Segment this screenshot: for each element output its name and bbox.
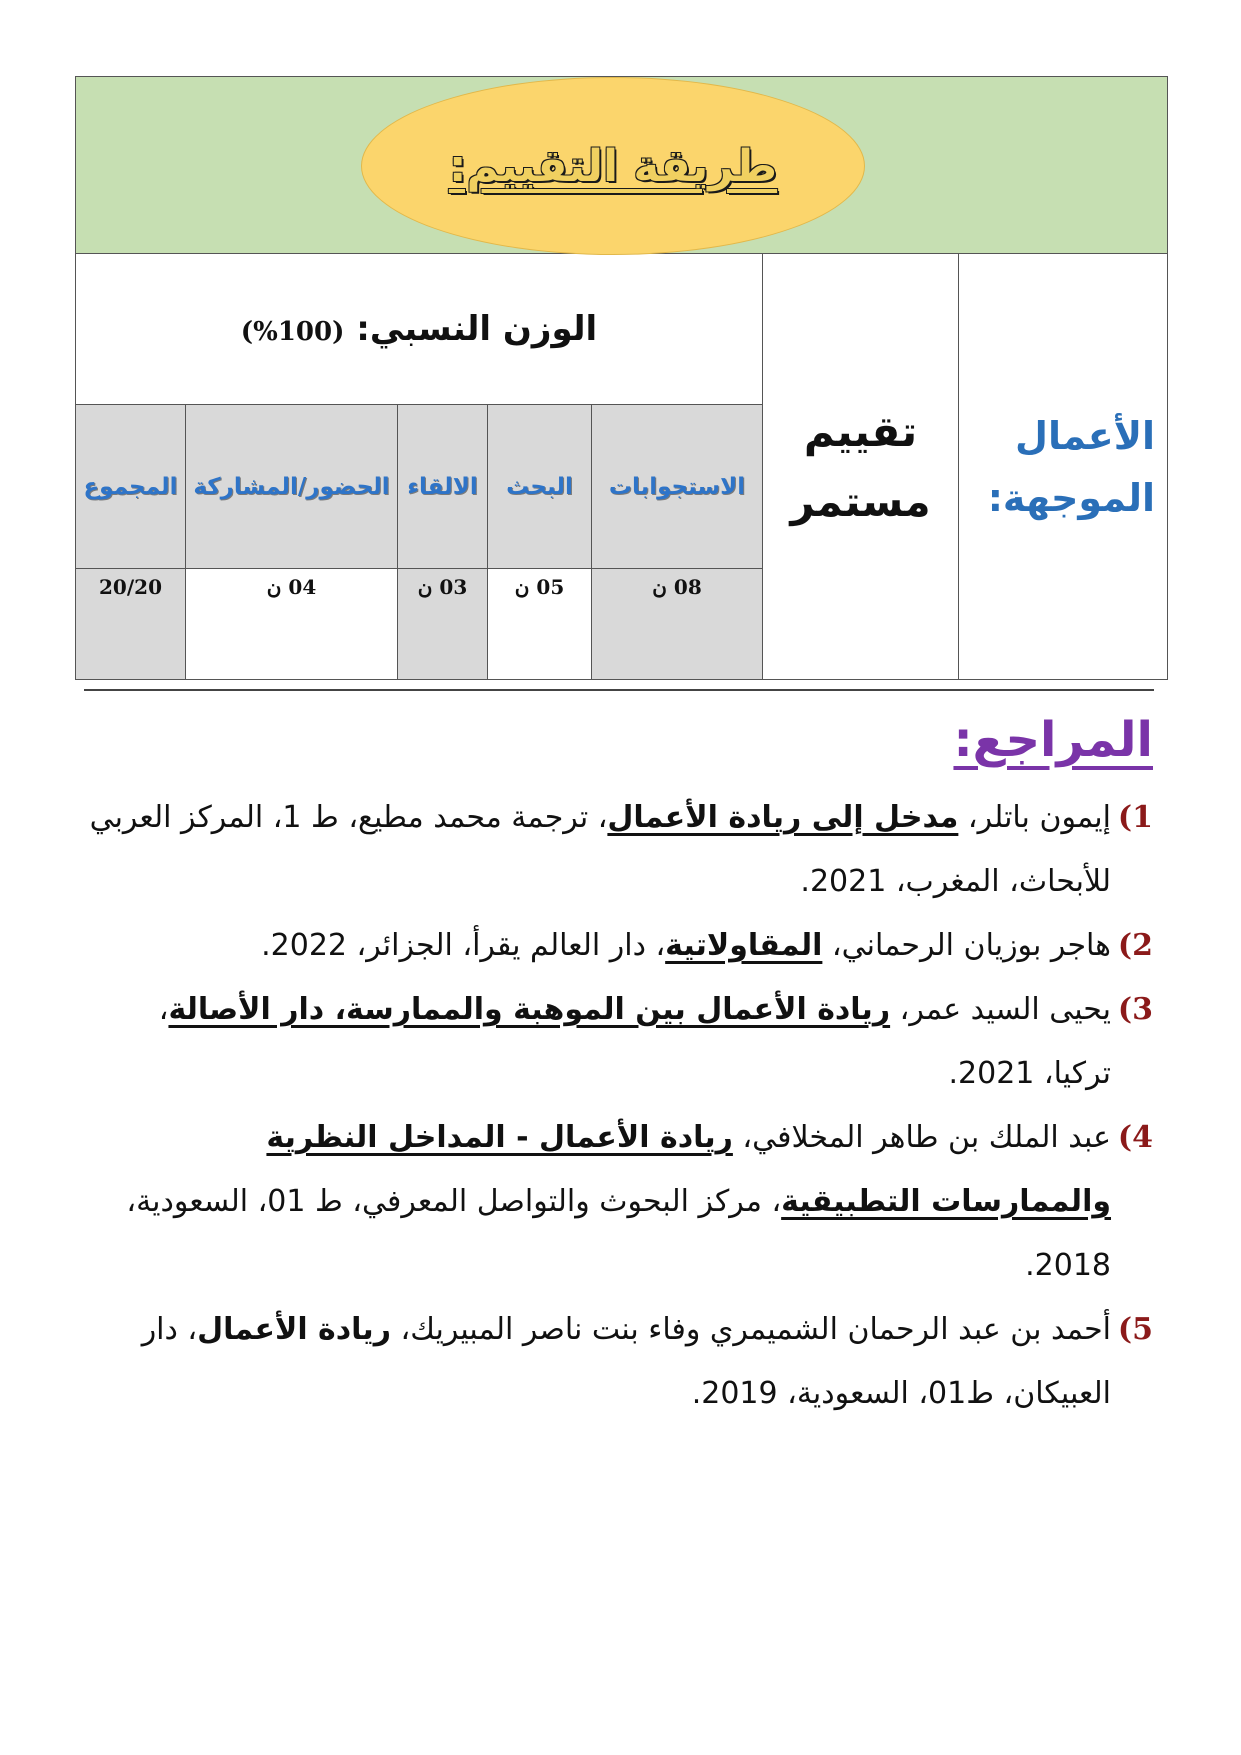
reference-number: 1) (1117, 800, 1153, 835)
reference-title: ريادة الأعمال - المداخل النظرية والممارسات التطبيقية (266, 1120, 1111, 1219)
score-presentation: 03 ن (398, 569, 488, 680)
reference-title: المقاولاتية (665, 928, 823, 963)
reference-author: أحمد بن عبد الرحمان الشميمري وفاء بنت ناصر المبيريك، (390, 1312, 1111, 1347)
evaluation-table (75, 76, 1168, 680)
reference-number: 5) (1117, 1312, 1153, 1347)
evaluation-title: طريقة التقييم: (448, 140, 778, 192)
score-attendance: 04 ن (186, 569, 398, 680)
reference-item (88, 978, 1153, 1106)
relative-weight (76, 254, 763, 405)
section-divider (84, 689, 1154, 691)
reference-details: ، دار العالم يقرأ، الجزائر، 2022. (261, 928, 666, 963)
col-total: المجموع (76, 405, 186, 569)
reference-item (88, 786, 1153, 914)
weight-label: الوزن النسبي: (356, 309, 598, 349)
reference-details: ، مركز البحوث والتواصل المعرفي، ط 01، السعودية، 2018. (126, 1184, 1111, 1283)
continuous-evaluation: تقييم مستمر (763, 254, 959, 680)
reference-author: يحيى السيد عمر، (890, 992, 1111, 1027)
reference-item (88, 1106, 1153, 1298)
col-research: البحث (488, 405, 592, 569)
reference-details: ، تركيا، 2021. (158, 992, 1111, 1091)
references-title: المراجع: (953, 712, 1153, 768)
score-research: 05 ن (488, 569, 592, 680)
col-presentation: الالقاء (398, 405, 488, 569)
reference-author: إيمون باتلر، (958, 800, 1111, 835)
directed-work-label: الأعمال الموجهة: (959, 254, 1168, 680)
reference-number: 3) (1117, 992, 1153, 1027)
col-interrogations: الاستجوابات (592, 405, 763, 569)
reference-author: عبد الملك بن طاهر المخلافي، (732, 1120, 1111, 1155)
col-attendance: الحضور/المشاركة (186, 405, 398, 569)
reference-title: ريادة الأعمال (197, 1312, 391, 1347)
title-oval (361, 77, 865, 255)
score-interrogations: 08 ن (592, 569, 763, 680)
reference-details: ، ترجمة محمد مطيع، ط 1، المركز العربي للأبحاث، المغرب، 2021. (89, 800, 1111, 899)
reference-author: هاجر بوزيان الرحماني، (822, 928, 1111, 963)
reference-title: مدخل إلى ريادة الأعمال (607, 800, 959, 835)
reference-details: ، دار العبيكان، ط01، السعودية، 2019. (141, 1312, 1111, 1411)
weight-value: (100%) (240, 317, 345, 347)
reference-number: 4) (1117, 1120, 1153, 1155)
reference-number: 2) (1117, 928, 1153, 963)
score-total: 20/20 (76, 569, 186, 680)
evaluation-header (76, 77, 1168, 254)
references-list (88, 786, 1153, 1426)
reference-item (88, 914, 1153, 978)
reference-item (88, 1298, 1153, 1426)
reference-title: ريادة الأعمال بين الموهبة والممارسة، دار الأصالة (168, 992, 891, 1027)
